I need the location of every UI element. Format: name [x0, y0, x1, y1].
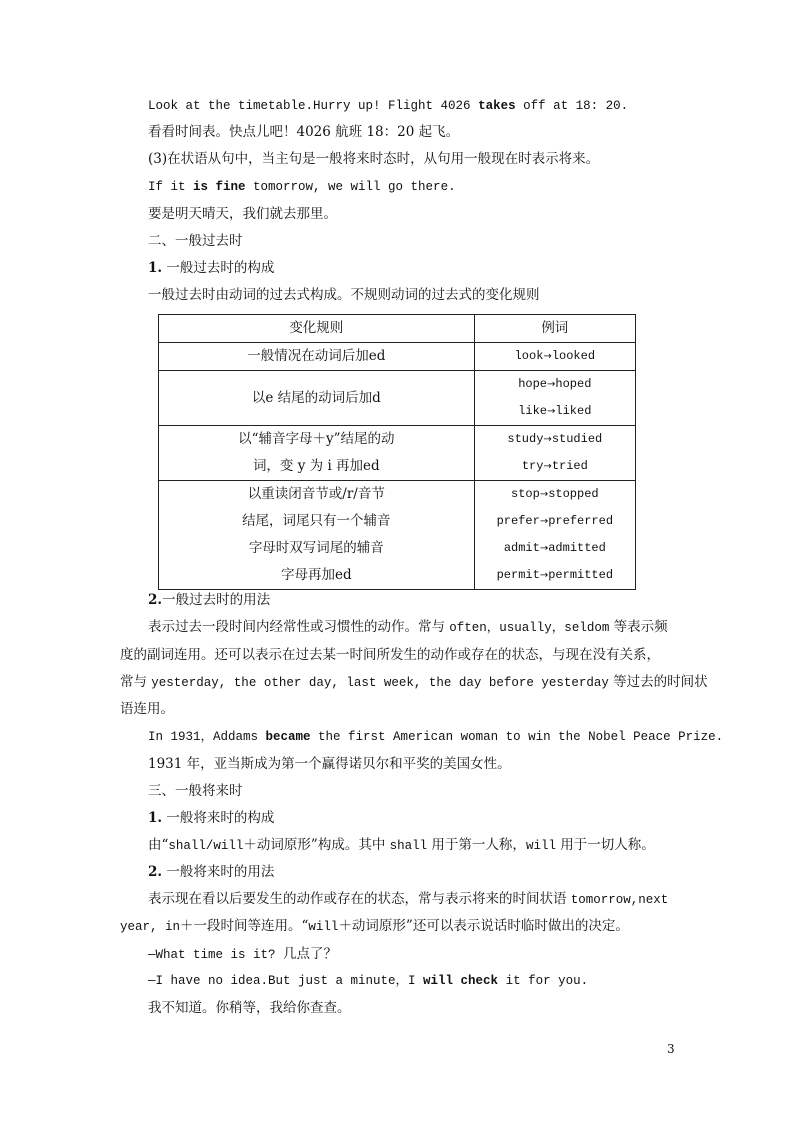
arrow-icon: →	[543, 351, 552, 362]
arrow-icon: →	[539, 516, 549, 527]
rule-adverbial-clause: (3)在状语从句中，当主句是一般将来时态时，从句用一般现在时表示将来。	[148, 151, 600, 167]
paragraph-line: 表示现在看以后要发生的动作或存在的状态，常与表示将来的时间状语 tomorrow,next	[148, 891, 669, 907]
paragraph-line: 度的副词连用。还可以表示在过去某一时间所发生的动作或存在的状态，与现在没有关系，	[120, 647, 660, 663]
arrow-icon: →	[539, 489, 549, 500]
arrow-icon: →	[539, 543, 549, 554]
rule-cell: 以重读闭音节或/r/音节 结尾，词尾只有一个辅音 字母时双写词尾的辅音 字母再加ed	[159, 481, 475, 590]
arrow-icon: →	[547, 406, 556, 417]
rule-cell: 一般情况在动词后加ed	[159, 343, 475, 371]
arrow-icon: →	[539, 570, 549, 581]
paragraph-line: 语连用。	[120, 701, 174, 717]
translation-dialogue: 我不知道。你稍等，我给你查查。	[148, 1000, 351, 1016]
arrow-icon: →	[543, 461, 552, 472]
dialogue-line: —I have no idea.But just a minute，I will check it for you.	[148, 974, 589, 988]
example-cell: look→looked	[474, 343, 635, 371]
page-number: 3	[667, 1042, 675, 1056]
irregular-verb-rules-table	[158, 314, 636, 590]
example-sentence-addams: In 1931，Addams became the first American woman to win the Nobel Peace Prize.	[148, 730, 724, 744]
subheading-future-usage: 2. 一般将来时的用法	[148, 864, 275, 880]
translation-if: 要是明天晴天，我们就去那里。	[148, 206, 337, 222]
arrow-icon: →	[547, 379, 556, 390]
rule-cell: 以e 结尾的动词后加d	[159, 371, 475, 426]
future-form-text: 由“shall/will＋动词原形”构成。其中 shall 用于第一人称，will 用于一切人称。	[148, 837, 655, 853]
section-heading-future-tense: 三、一般将来时	[148, 783, 243, 799]
table-row	[159, 371, 636, 426]
example-cell: hope→hoped like→liked	[474, 371, 635, 426]
table-header-example: 例词	[474, 315, 635, 343]
table-header-rule: 变化规则	[159, 315, 475, 343]
translation-addams: 1931 年，亚当斯成为第一个赢得诺贝尔和平奖的美国女性。	[148, 756, 511, 772]
subheading-past-form: 1. 一般过去时的构成	[148, 260, 275, 276]
subheading-past-usage: 2.一般过去时的用法	[148, 592, 271, 608]
paragraph-line: 常与 yesterday, the other day, last week, the day before yesterday 等过去的时间状	[120, 674, 708, 690]
translation-timetable: 看看时间表。快点儿吧！4026 航班 18：20 起飞。	[148, 124, 460, 140]
arrow-icon: →	[543, 434, 552, 445]
table-row	[159, 481, 636, 590]
example-sentence-if: If it is fine tomorrow, we will go there.	[148, 180, 456, 194]
past-form-intro: 一般过去时由动词的过去式构成。不规则动词的过去式的变化规则	[148, 287, 540, 303]
table-row	[159, 343, 636, 371]
dialogue-line: —What time is it? 几点了？	[148, 946, 338, 962]
example-cell: study→studied try→tried	[474, 426, 635, 481]
table-row	[159, 426, 636, 481]
rule-cell: 以“辅音字母＋y”结尾的动 词，变 y 为 i 再加ed	[159, 426, 475, 481]
example-cell: stop→stopped prefer→preferred admit→admitted permit→permitted	[474, 481, 635, 590]
paragraph-line: 表示过去一段时间内经常性或习惯性的动作。常与 often，usually，seldom 等表示频	[148, 619, 668, 635]
section-heading-past-tense: 二、一般过去时	[148, 233, 243, 249]
paragraph-line: year, in＋一段时间等连用。“will＋动词原形”还可以表示说话时临时做出的决定。	[120, 918, 629, 934]
example-sentence-timetable: Look at the timetable.Hurry up! Flight 4026 takes off at 18: 20.	[148, 99, 629, 113]
table-header-row	[159, 315, 636, 343]
subheading-future-form: 1. 一般将来时的构成	[148, 810, 275, 826]
